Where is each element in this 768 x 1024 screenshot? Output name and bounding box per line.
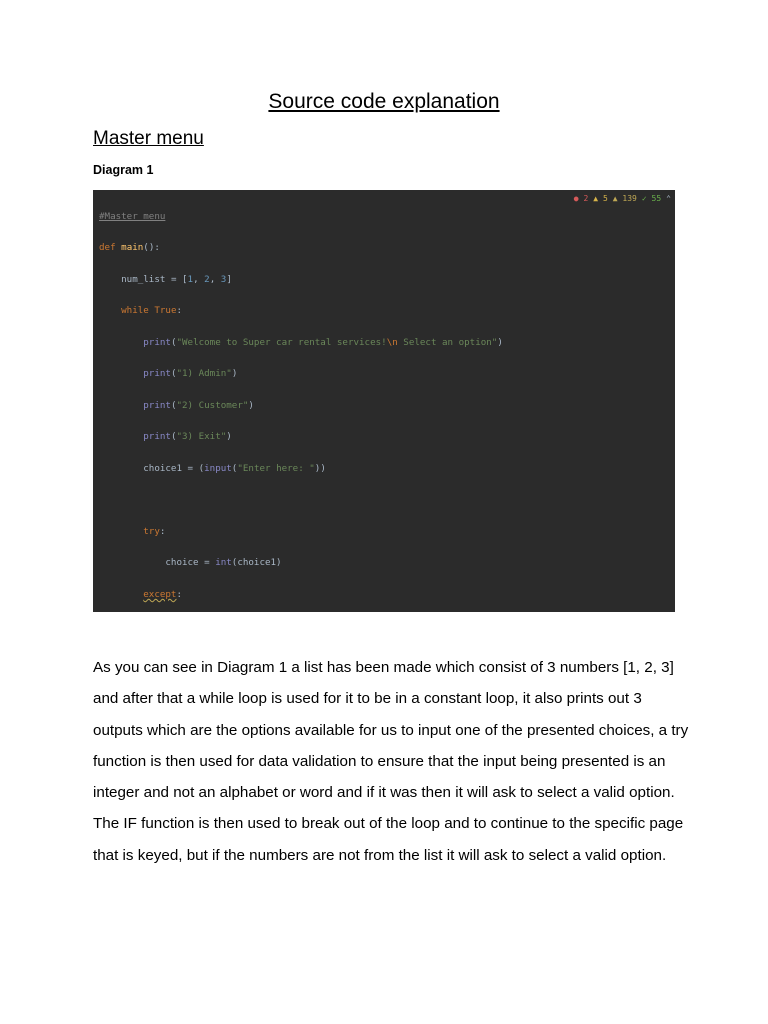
editor-gutter <box>93 190 97 612</box>
code-line-5: print("Welcome to Super car rental services!\n Select an option") <box>143 336 503 348</box>
typo-count-badge: ✓ 55 <box>641 194 662 203</box>
check-icon: ✓ <box>641 194 647 203</box>
code-line-8: print("3) Exit") <box>143 431 232 443</box>
code-line-10 <box>99 492 503 508</box>
code-line-13: except: <box>143 588 183 600</box>
code-line-12: choice = int(choice1) <box>165 557 282 569</box>
inspection-badges <box>574 194 671 203</box>
weak-warning-count-badge: ▲ 139 <box>612 194 637 203</box>
warning-icon: ▲ <box>593 194 599 203</box>
code-line-9: choice1 = (input("Enter here: ")) <box>143 462 326 474</box>
error-icon: ● <box>573 194 579 203</box>
explanation-paragraph: As you can see in Diagram 1 a list has been made which consist of 3 numbers [1, 2, 3] and after that a while loop is used for it to be in a constant loop, it also prints out 3 outputs which are the options available for us to input one of the presented choices, a try function is then used for data validation to ensure that the input being presented is an integer and not an alphabet or word and if it was then it will ask to select a valid option. The IF function is then used to break out of the loop and to continue to the specific page that is keyed, but if the numbers are not from the list it will ask to select a valid option. <box>93 659 689 864</box>
code-line-1: #Master menu <box>99 210 166 222</box>
page-title: Source code explanation <box>268 90 500 113</box>
code-screenshot <box>93 190 675 612</box>
code-block <box>99 193 503 612</box>
code-line-2: def main(): <box>99 242 160 254</box>
code-line-4: while True: <box>121 305 183 317</box>
code-line-3: num_list = [1, 2, 3] <box>121 273 232 285</box>
code-line-7: print("2) Customer") <box>143 399 254 411</box>
error-count-badge: ● 2 <box>573 194 589 203</box>
weak-warning-icon: ▲ <box>612 194 618 203</box>
chevron-up-icon: ⌃ <box>666 194 671 203</box>
code-line-6: print("1) Admin") <box>143 368 238 380</box>
section-heading: Master menu <box>93 128 204 149</box>
diagram-caption: Diagram 1 <box>93 163 154 177</box>
code-line-11: try: <box>143 525 166 537</box>
warning-count-badge: ▲ 5 <box>593 194 608 203</box>
